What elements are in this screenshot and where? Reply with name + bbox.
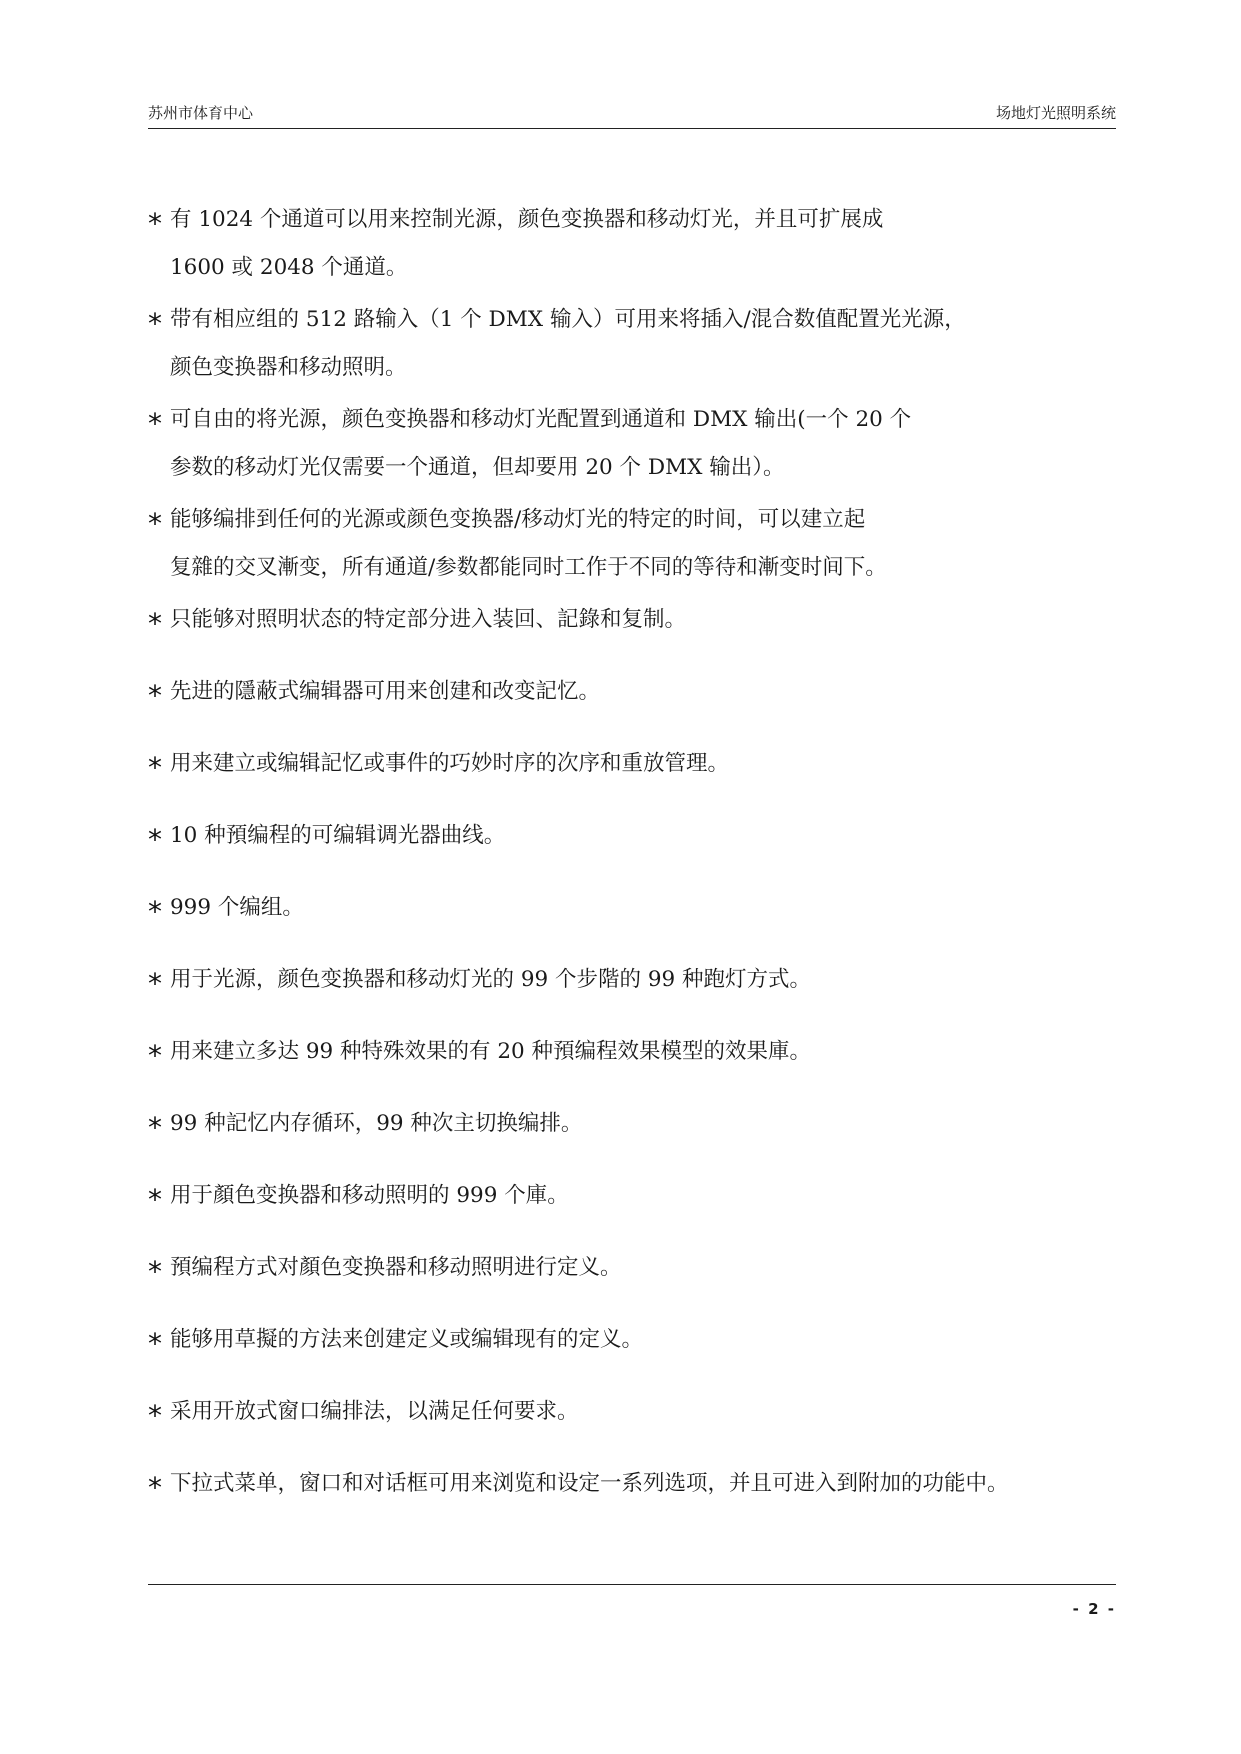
list-item <box>148 1028 1133 1076</box>
list-item <box>148 668 1133 716</box>
asterisk-bullet-icon: * <box>148 895 162 928</box>
footer-divider <box>148 1584 1116 1585</box>
asterisk-bullet-icon: * <box>148 1327 162 1360</box>
header-organization: 苏州市体育中心 <box>148 104 254 122</box>
list-item-line: 用来建立多达 99 种特殊效果的有 20 种預编程效果模型的效果庫。 <box>170 1039 812 1064</box>
asterisk-bullet-icon: * <box>148 607 162 640</box>
asterisk-bullet-icon: * <box>148 1255 162 1288</box>
list-item-line: 預编程方式对顏色变换器和移动照明进行定义。 <box>170 1255 622 1280</box>
list-item-line: 采用开放式窗口编排法，以满足任何要求。 <box>170 1399 579 1424</box>
asterisk-bullet-icon: * <box>148 507 162 540</box>
list-item <box>148 812 1133 860</box>
asterisk-bullet-icon: * <box>148 207 162 240</box>
asterisk-bullet-icon: * <box>148 407 162 440</box>
list-item-line: 用于顏色变换器和移动照明的 999 个庫。 <box>170 1183 569 1208</box>
list-item <box>148 196 1133 292</box>
header-system-title: 场地灯光照明系统 <box>995 104 1116 122</box>
page-header <box>148 98 1116 129</box>
asterisk-bullet-icon: * <box>148 1471 162 1504</box>
list-item-line: 999 个编组。 <box>170 895 304 920</box>
asterisk-bullet-icon: * <box>148 679 162 712</box>
list-item <box>148 884 1133 932</box>
asterisk-bullet-icon: * <box>148 1111 162 1144</box>
list-item-line: 用来建立或编辑記忆或事件的巧妙时序的次序和重放管理。 <box>170 751 730 776</box>
list-item <box>148 396 1133 492</box>
list-item <box>148 1388 1133 1436</box>
list-item <box>148 1316 1133 1364</box>
asterisk-bullet-icon: * <box>148 751 162 784</box>
list-item <box>148 1460 1133 1508</box>
list-item-line: 10 种預编程的可编辑调光器曲线。 <box>170 823 506 848</box>
list-item <box>148 496 1133 592</box>
list-item-line: 先进的隱蔽式编辑器可用来创建和改变記忆。 <box>170 679 601 704</box>
list-item-line: 有 1024 个通道可以用来控制光源，颜色变换器和移动灯光，并且可扩展成 <box>170 207 884 232</box>
asterisk-bullet-icon: * <box>148 1183 162 1216</box>
list-item-line: 能够编排到任何的光源或颜色变换器/移动灯光的特定的时间，可以建立起 <box>170 507 866 532</box>
list-item-line: 下拉式菜单，窗口和对话框可用来浏览和设定一系列选项，并且可进入到附加的功能中。 <box>170 1471 1009 1496</box>
asterisk-bullet-icon: * <box>148 823 162 856</box>
list-item <box>148 740 1133 788</box>
list-item-line: 只能够对照明状态的特定部分进入装回、記錄和复制。 <box>170 607 687 632</box>
list-item-line: 99 种記忆内存循环，99 种次主切换编排。 <box>170 1111 583 1136</box>
list-item <box>148 1244 1133 1292</box>
list-item-line: 1600 或 2048 个通道。 <box>170 255 408 280</box>
list-item-line: 参数的移动灯光仅需要一个通道，但却要用 20 个 DMX 输出）。 <box>170 455 785 480</box>
list-item <box>148 956 1133 1004</box>
list-item-line: 用于光源，颜色变换器和移动灯光的 99 个步階的 99 种跑灯方式。 <box>170 967 812 992</box>
list-item <box>148 296 1133 392</box>
list-item <box>148 1172 1133 1220</box>
list-item-line: 带有相应组的 512 路输入（1 个 DMX 输入）可用来将插入/混合数值配置光光源， <box>170 307 966 332</box>
asterisk-bullet-icon: * <box>148 1039 162 1072</box>
page-number: - 2 - <box>1072 1600 1116 1618</box>
list-item-line: 能够用草擬的方法来创建定义或编辑现有的定义。 <box>170 1327 644 1352</box>
list-item-line: 颜色变换器和移动照明。 <box>170 355 407 380</box>
list-item <box>148 596 1133 644</box>
list-item-line: 可自由的将光源，颜色变换器和移动灯光配置到通道和 DMX 输出(一个 20 个 <box>170 407 912 432</box>
asterisk-bullet-icon: * <box>148 967 162 1000</box>
feature-list <box>148 196 1133 1532</box>
list-item-line: 复雜的交叉漸变，所有通道/参数都能同时工作于不同的等待和漸变时间下。 <box>170 555 887 580</box>
asterisk-bullet-icon: * <box>148 1399 162 1432</box>
asterisk-bullet-icon: * <box>148 307 162 340</box>
list-item <box>148 1100 1133 1148</box>
